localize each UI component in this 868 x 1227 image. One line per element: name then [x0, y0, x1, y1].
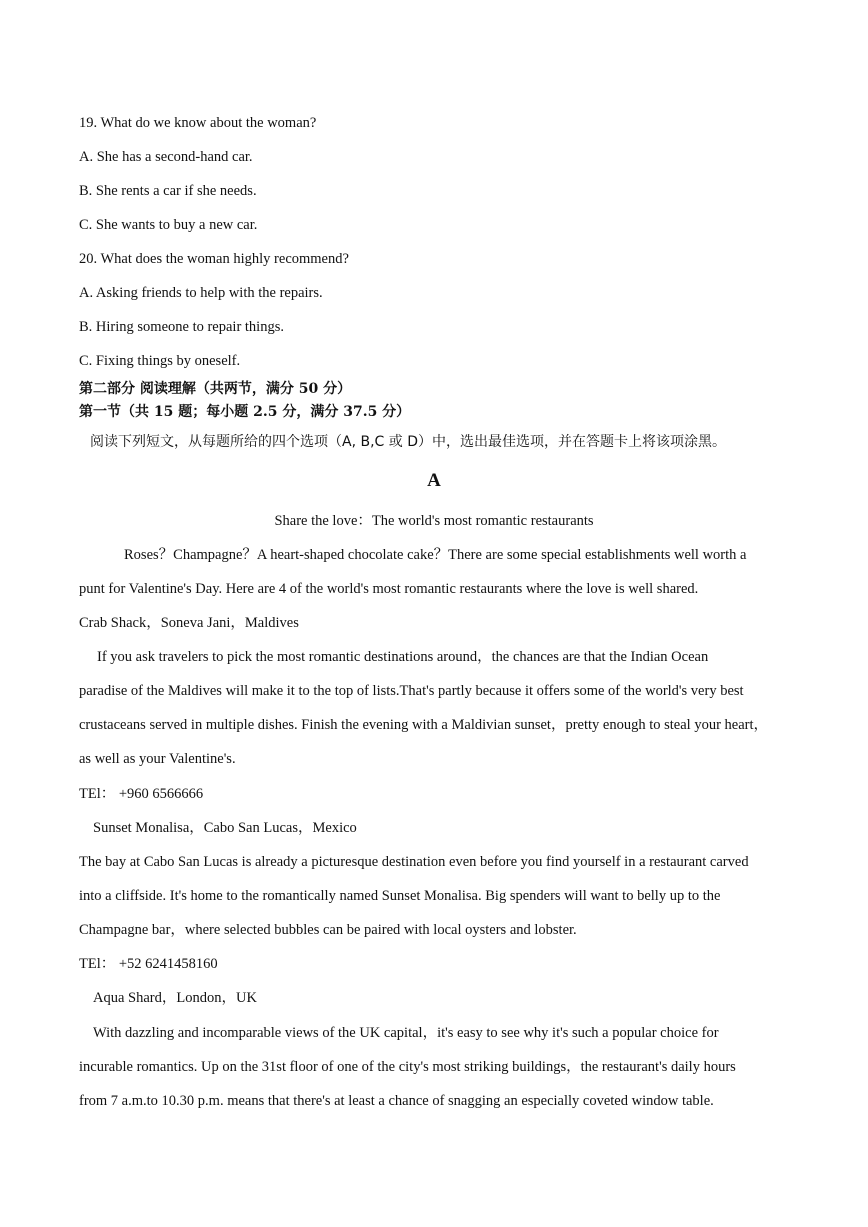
section-heading: 第一节（共 15 题；每小题 2.5 分，满分 37.5 分）: [79, 404, 411, 420]
q19-option-b: B. She rents a car if she needs.: [79, 183, 257, 199]
restaurant-2-line-2: into a cliffside. It's home to the romantically named Sunset Monalisa. Big spenders will want to belly up to the: [79, 888, 721, 904]
restaurant-3-line-3: from 7 a.m.to 10.30 p.m. means that there's at least a chance of snagging an especially coveted window table.: [79, 1093, 714, 1109]
restaurant-1-line-4: as well as your Valentine's.: [79, 751, 236, 767]
restaurant-3-line-2: incurable romantics. Up on the 31st floor of one of the city's most striking buildings，the restaurant's daily hours: [79, 1059, 736, 1075]
restaurant-3-name: Aqua Shard，London，UK: [93, 990, 257, 1006]
restaurant-2-tel: TEl： +52 6241458160: [79, 956, 218, 972]
restaurant-1-name: Crab Shack，Soneva Jani，Maldives: [79, 615, 299, 631]
restaurant-1-tel: TEl： +960 6566666: [79, 786, 204, 802]
restaurant-1-line-2: paradise of the Maldives will make it to the top of lists.That's partly because it offers some of the world's very best: [79, 683, 744, 699]
passage-letter: A: [427, 470, 441, 491]
restaurant-2-name: Sunset Monalisa，Cabo San Lucas，Mexico: [93, 820, 357, 836]
passage-title: Share the love：The world's most romantic restaurants: [274, 513, 594, 529]
restaurant-1-line-1: If you ask travelers to pick the most romantic destinations around，the chances are that the Indian Ocean: [97, 649, 709, 665]
q20-option-c: C. Fixing things by oneself.: [79, 353, 241, 369]
intro-line-1: Roses？Champagne？A heart-shaped chocolate cake？There are some special establishments well worth a: [124, 547, 747, 563]
restaurant-2-line-1: The bay at Cabo San Lucas is already a picturesque destination even before you find yourself in a restaurant carved: [79, 854, 749, 870]
intro-line-2: punt for Valentine's Day. Here are 4 of the world's most romantic restaurants where the love is well shared.: [79, 581, 699, 597]
q19-option-a: A. She has a second-hand car.: [79, 149, 253, 165]
question-19: 19. What do we know about the woman?: [79, 115, 317, 131]
question-20: 20. What does the woman highly recommend?: [79, 251, 349, 267]
restaurant-3-line-1: With dazzling and incomparable views of the UK capital，it's easy to see why it's such a popular choice for: [93, 1025, 719, 1041]
instructions: 阅读下列短文，从每题所给的四个选项（A, B,C 或 D）中，选出最佳选项，并在答题卡上将该项涂黑。: [90, 434, 726, 450]
restaurant-1-line-3: crustaceans served in multiple dishes. Finish the evening with a Maldivian sunset，pretty enough to steal your heart，: [79, 717, 769, 733]
part-heading: 第二部分 阅读理解（共两节，满分 50 分）: [79, 381, 352, 397]
restaurant-2-line-3: Champagne bar，where selected bubbles can be paired with local oysters and lobster.: [79, 922, 577, 938]
q20-option-b: B. Hiring someone to repair things.: [79, 319, 284, 335]
q19-option-c: C. She wants to buy a new car.: [79, 217, 258, 233]
q20-option-a: A. Asking friends to help with the repairs.: [79, 285, 323, 301]
